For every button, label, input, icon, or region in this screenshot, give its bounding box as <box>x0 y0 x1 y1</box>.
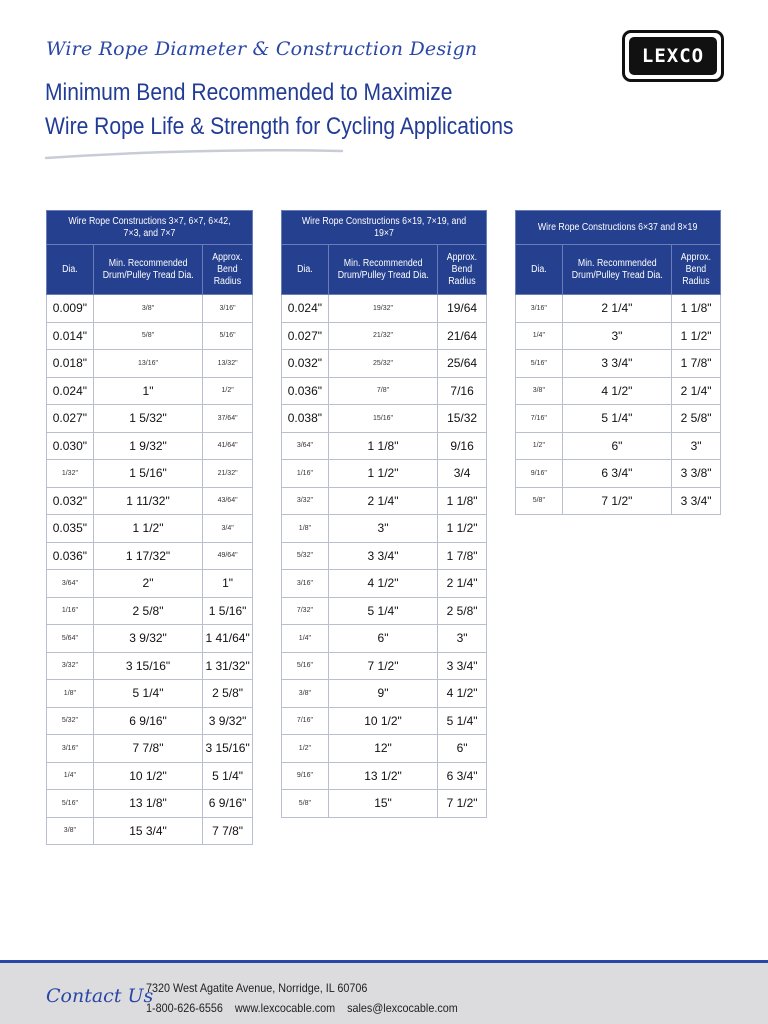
dia-cell: 5/64" <box>47 625 94 653</box>
tread-cell: 2 1/4" <box>328 487 437 515</box>
radius-cell: 3/16" <box>203 295 253 323</box>
dia-cell: 3/16" <box>282 570 329 598</box>
tread-cell: 5 1/4" <box>562 405 672 433</box>
tread-cell: 25/32" <box>328 350 437 378</box>
dia-cell: 5/32" <box>47 707 94 735</box>
dia-cell: 1/8" <box>282 515 329 543</box>
dia-cell: 1/4" <box>516 322 563 350</box>
radius-cell: 21/32" <box>203 460 253 488</box>
rope-table-3 <box>515 210 721 515</box>
table-row <box>516 377 721 405</box>
radius-cell: 1 31/32" <box>203 652 253 680</box>
page-title <box>45 76 513 144</box>
dia-cell: 3/64" <box>47 570 94 598</box>
radius-cell: 3 3/8" <box>672 460 721 488</box>
col-header-tread: Min. Recommended Drum/Pulley Tread Dia. <box>93 245 202 295</box>
tread-cell: 7/8" <box>328 377 437 405</box>
dia-cell: 0.038" <box>282 405 329 433</box>
tread-cell: 3 3/4" <box>562 350 672 378</box>
radius-cell: 5/16" <box>203 322 253 350</box>
tread-cell: 5 1/4" <box>93 680 202 708</box>
dia-cell: 0.027" <box>47 405 94 433</box>
tread-cell: 1 1/8" <box>328 432 437 460</box>
dia-cell: 3/8" <box>47 817 94 845</box>
table-row <box>282 652 487 680</box>
table-row <box>282 680 487 708</box>
radius-cell: 6" <box>438 735 487 763</box>
lexco-logo <box>622 30 724 82</box>
dia-cell: 0.036" <box>47 542 94 570</box>
tread-cell: 6" <box>328 625 437 653</box>
table-row <box>282 295 487 323</box>
table-row <box>516 350 721 378</box>
tread-cell: 3 3/4" <box>328 542 437 570</box>
dia-cell: 7/16" <box>516 405 563 433</box>
dia-cell: 9/16" <box>282 762 329 790</box>
radius-cell: 2 5/8" <box>203 680 253 708</box>
table-row <box>47 762 253 790</box>
table-row <box>47 295 253 323</box>
radius-cell: 6 9/16" <box>203 790 253 818</box>
table-row <box>47 515 253 543</box>
dia-cell: 1/32" <box>47 460 94 488</box>
tread-cell: 3" <box>562 322 672 350</box>
radius-cell: 21/64 <box>438 322 487 350</box>
table-row <box>516 460 721 488</box>
tread-cell: 5/8" <box>93 322 202 350</box>
table-row <box>282 405 487 433</box>
tread-cell: 1" <box>93 377 202 405</box>
col-header-dia: Dia. <box>516 245 563 295</box>
rope-table-1 <box>46 210 253 845</box>
radius-cell: 43/64" <box>203 487 253 515</box>
tread-cell: 13/16" <box>93 350 202 378</box>
dia-cell: 0.032" <box>282 350 329 378</box>
radius-cell: 2 1/4" <box>438 570 487 598</box>
contact-info <box>146 978 467 1018</box>
title-line-1: Minimum Bend Recommended to Maximize <box>45 79 453 106</box>
dia-cell: 3/64" <box>282 432 329 460</box>
dia-cell: 1/8" <box>47 680 94 708</box>
table-row <box>47 707 253 735</box>
tread-cell: 21/32" <box>328 322 437 350</box>
dia-cell: 5/8" <box>516 487 563 515</box>
radius-cell: 3/4" <box>203 515 253 543</box>
radius-cell: 1 1/8" <box>438 487 487 515</box>
tread-cell: 7 1/2" <box>328 652 437 680</box>
radius-cell: 5 1/4" <box>203 762 253 790</box>
table-row <box>516 487 721 515</box>
rope-table-2 <box>281 210 487 818</box>
radius-cell: 5 1/4" <box>438 707 487 735</box>
table-row <box>282 625 487 653</box>
dia-cell: 0.009" <box>47 295 94 323</box>
table-row <box>47 322 253 350</box>
title-line-2: Wire Rope Life & Strength for Cycling Applications <box>45 113 514 140</box>
tread-cell: 1 17/32" <box>93 542 202 570</box>
radius-cell: 19/64 <box>438 295 487 323</box>
tread-cell: 1 11/32" <box>93 487 202 515</box>
table-row <box>282 597 487 625</box>
dia-cell: 3/8" <box>282 680 329 708</box>
table-row <box>516 432 721 460</box>
dia-cell: 3/16" <box>47 735 94 763</box>
col-header-tread: Min. Recommended Drum/Pulley Tread Dia. <box>562 245 672 295</box>
tread-cell: 1 1/2" <box>93 515 202 543</box>
tread-cell: 19/32" <box>328 295 437 323</box>
dia-cell: 5/16" <box>282 652 329 680</box>
dia-cell: 1/4" <box>282 625 329 653</box>
table-row <box>47 377 253 405</box>
table-row <box>47 570 253 598</box>
radius-cell: 37/64" <box>203 405 253 433</box>
dia-cell: 1/2" <box>282 735 329 763</box>
table-row <box>282 460 487 488</box>
dia-cell: 5/8" <box>282 790 329 818</box>
col-header-tread: Min. Recommended Drum/Pulley Tread Dia. <box>328 245 437 295</box>
table-row <box>47 487 253 515</box>
table-row <box>47 432 253 460</box>
tread-cell: 1 5/32" <box>93 405 202 433</box>
table-row <box>282 515 487 543</box>
tread-cell: 13 1/8" <box>93 790 202 818</box>
table-row <box>47 652 253 680</box>
dia-cell: 1/16" <box>47 597 94 625</box>
table-row <box>47 405 253 433</box>
table-row <box>282 570 487 598</box>
radius-cell: 2 5/8" <box>672 405 721 433</box>
col-header-dia: Dia. <box>47 245 94 295</box>
radius-cell: 3/4 <box>438 460 487 488</box>
tread-cell: 1 5/16" <box>93 460 202 488</box>
dia-cell: 5/16" <box>47 790 94 818</box>
table-row <box>516 295 721 323</box>
table-row <box>516 405 721 433</box>
tread-cell: 2 5/8" <box>93 597 202 625</box>
dia-cell: 0.014" <box>47 322 94 350</box>
table-row <box>47 680 253 708</box>
tread-cell: 15" <box>328 790 437 818</box>
radius-cell: 1" <box>203 570 253 598</box>
radius-cell: 49/64" <box>203 542 253 570</box>
tread-cell: 1 1/2" <box>328 460 437 488</box>
table-row <box>282 762 487 790</box>
dia-cell: 3/32" <box>282 487 329 515</box>
radius-cell: 13/32" <box>203 350 253 378</box>
tread-cell: 3" <box>328 515 437 543</box>
table-row <box>47 625 253 653</box>
tread-cell: 6 9/16" <box>93 707 202 735</box>
tread-cell: 7 1/2" <box>562 487 672 515</box>
dia-cell: 0.032" <box>47 487 94 515</box>
radius-cell: 1 7/8" <box>672 350 721 378</box>
radius-cell: 1 41/64" <box>203 625 253 653</box>
tread-cell: 7 7/8" <box>93 735 202 763</box>
dia-cell: 0.036" <box>282 377 329 405</box>
radius-cell: 15/32 <box>438 405 487 433</box>
table-row <box>47 460 253 488</box>
table-row <box>282 377 487 405</box>
dia-cell: 1/16" <box>282 460 329 488</box>
radius-cell: 3 9/32" <box>203 707 253 735</box>
col-header-dia: Dia. <box>282 245 329 295</box>
radius-cell: 1 1/2" <box>438 515 487 543</box>
table-row <box>47 735 253 763</box>
dia-cell: 0.018" <box>47 350 94 378</box>
table-group-header: Wire Rope Constructions 6×19, 7×19, and 19×7 <box>282 211 487 245</box>
col-header-radius: Approx. Bend Radius <box>203 245 253 295</box>
tread-cell: 3/8" <box>93 295 202 323</box>
radius-cell: 7 7/8" <box>203 817 253 845</box>
tread-cell: 10 1/2" <box>93 762 202 790</box>
table-row <box>282 735 487 763</box>
radius-cell: 2 1/4" <box>672 377 721 405</box>
table-row <box>282 350 487 378</box>
radius-cell: 7/16 <box>438 377 487 405</box>
dia-cell: 7/32" <box>282 597 329 625</box>
table-row <box>282 790 487 818</box>
tread-cell: 13 1/2" <box>328 762 437 790</box>
radius-cell: 4 1/2" <box>438 680 487 708</box>
dia-cell: 3/32" <box>47 652 94 680</box>
table-row <box>516 322 721 350</box>
script-subtitle: Wire Rope Diameter & Construction Design <box>46 38 478 60</box>
dia-cell: 9/16" <box>516 460 563 488</box>
logo-text: LEXCO <box>629 37 717 75</box>
tread-cell: 15 3/4" <box>93 817 202 845</box>
radius-cell: 6 3/4" <box>438 762 487 790</box>
table-row <box>47 597 253 625</box>
radius-cell: 7 1/2" <box>438 790 487 818</box>
radius-cell: 25/64 <box>438 350 487 378</box>
table-row <box>47 350 253 378</box>
table-group-header: Wire Rope Constructions 6×37 and 8×19 <box>516 211 721 245</box>
tread-cell: 6 3/4" <box>562 460 672 488</box>
tread-cell: 1 9/32" <box>93 432 202 460</box>
tread-cell: 5 1/4" <box>328 597 437 625</box>
tread-cell: 3 15/16" <box>93 652 202 680</box>
radius-cell: 3 15/16" <box>203 735 253 763</box>
dia-cell: 3/8" <box>516 377 563 405</box>
tread-cell: 2 1/4" <box>562 295 672 323</box>
radius-cell: 1 7/8" <box>438 542 487 570</box>
table-row <box>282 542 487 570</box>
tread-cell: 4 1/2" <box>328 570 437 598</box>
radius-cell: 2 5/8" <box>438 597 487 625</box>
radius-cell: 1 1/8" <box>672 295 721 323</box>
tread-cell: 4 1/2" <box>562 377 672 405</box>
table-row <box>282 707 487 735</box>
website-link[interactable]: www.lexcocable.com <box>234 1001 336 1015</box>
radius-cell: 1/2" <box>203 377 253 405</box>
table-row <box>282 487 487 515</box>
radius-cell: 3 3/4" <box>438 652 487 680</box>
table-row <box>47 817 253 845</box>
email-link[interactable]: sales@lexcocable.com <box>347 1001 458 1015</box>
address: 7320 West Agatite Avenue, Norridge, IL 60706 <box>146 981 368 995</box>
col-header-radius: Approx. Bend Radius <box>438 245 487 295</box>
footer <box>0 960 768 1024</box>
phone-number[interactable]: 1-800-626-6556 <box>146 1001 223 1015</box>
radius-cell: 9/16 <box>438 432 487 460</box>
dia-cell: 1/2" <box>516 432 563 460</box>
tread-cell: 9" <box>328 680 437 708</box>
table-row <box>47 542 253 570</box>
table-group-header: Wire Rope Constructions 3×7, 6×7, 6×42, 7×3, and 7×7 <box>47 211 253 245</box>
table-row <box>282 432 487 460</box>
dia-cell: 7/16" <box>282 707 329 735</box>
dia-cell: 0.030" <box>47 432 94 460</box>
decorative-swoosh <box>44 146 344 160</box>
dia-cell: 0.024" <box>47 377 94 405</box>
dia-cell: 1/4" <box>47 762 94 790</box>
tread-cell: 2" <box>93 570 202 598</box>
tread-cell: 3 9/32" <box>93 625 202 653</box>
dia-cell: 0.035" <box>47 515 94 543</box>
dia-cell: 0.024" <box>282 295 329 323</box>
contact-us-label: Contact Us <box>46 985 154 1007</box>
dia-cell: 3/16" <box>516 295 563 323</box>
tread-cell: 15/16" <box>328 405 437 433</box>
table-row <box>282 322 487 350</box>
radius-cell: 1 5/16" <box>203 597 253 625</box>
radius-cell: 41/64" <box>203 432 253 460</box>
radius-cell: 3" <box>672 432 721 460</box>
radius-cell: 3 3/4" <box>672 487 721 515</box>
tread-cell: 6" <box>562 432 672 460</box>
radius-cell: 1 1/2" <box>672 322 721 350</box>
col-header-radius: Approx. Bend Radius <box>672 245 721 295</box>
dia-cell: 5/32" <box>282 542 329 570</box>
table-row <box>47 790 253 818</box>
tread-cell: 12" <box>328 735 437 763</box>
dia-cell: 5/16" <box>516 350 563 378</box>
tread-cell: 10 1/2" <box>328 707 437 735</box>
radius-cell: 3" <box>438 625 487 653</box>
dia-cell: 0.027" <box>282 322 329 350</box>
